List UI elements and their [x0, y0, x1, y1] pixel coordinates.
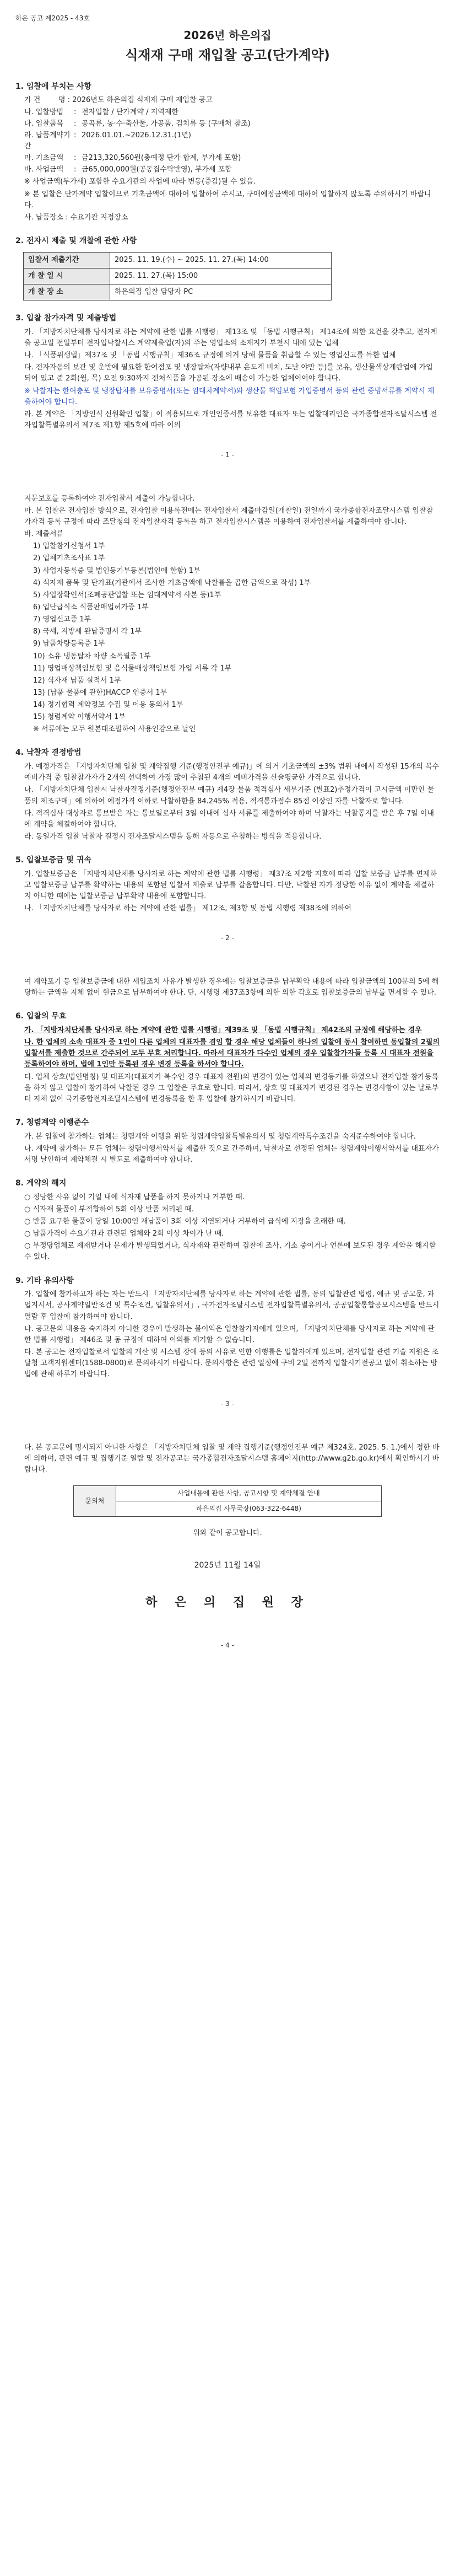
note-text: ※ 사업금액(부가세) 포함한 수요기관의 사업에 따라 변동(증감)될 수 있음.	[24, 178, 256, 186]
contact-table	[73, 1485, 382, 1516]
section-submission	[15, 235, 440, 300]
paragraph: 나. 공고문의 내용을 숙지하지 아니한 경우에 발생하는 불이익은 입찰참가자에게 있으며, 「지방자치단체를 당사자로 하는 계약에 관한 법률 시행령」 제46조 및 동 규정에 대하여 이의를 제기할 수 없습니다.	[24, 1324, 435, 1344]
section-invalid-bids	[15, 1011, 440, 1105]
section-heading: 6. 입찰의 무효	[15, 1012, 67, 1021]
section-bid-items	[15, 81, 440, 223]
list-item: 1) 입찰참가신청서 1부	[33, 542, 105, 551]
page-number: - 3 -	[221, 1400, 234, 1408]
notice-document	[15, 11, 440, 1683]
paragraph: 다. 업체 상호(법인명칭) 및 대표자(대표자가 복수인 경우 대표자 전원)의 변경이 있는 업체의 변경등기를 하였으나 전자입찰 참가등록을 하지 않고 입찰에 참가하여 낙찰된 경우 그 입찰은 무효로 합니다. 따라서, 상호 및 대표자가 변경된 경우는 변경사항이 있는 날로부터 지체 없이 국가종합전자조달시스템에 변경등록을 한 후 입찰에 참가하시기 바랍니다.	[24, 1072, 439, 1103]
paragraph: 나. 계약에 참가하는 모든 업체는 청렴이행서약서를 제출한 것으로 간주하며, 낙찰자로 선정된 업체는 청렴계약이행서약서를 대표자가 서명 날인하여 계약체결 시 별도로 제출하여야 합니다.	[24, 1144, 439, 1164]
paragraph: 가. 입찰보증금은 「지방자치단체를 당사자로 하는 계약에 관한 법률 시행령」 제37조 제2항 지호에 따라 입찰 보증금 납부를 면제하고 입찰보증금 납부를 확약하는 내용의 포함된 입찰서 제출로 납부를 갈음합니다. 다만, 낙찰된 자가 정당한 이유 없이 계약을 체결하지 아니한 때에는 입찰보증금 납부확약 내용에 포함합니다.	[24, 870, 437, 901]
paragraph: 라. 동일가격 입찰 낙찰자 결정시 전자조달시스템을 통해 자동으로 추첨하는 방식을 적용합니다.	[24, 833, 322, 841]
info-row: 다. 입찰품목 : 공곡류, 농·수·축산물, 가공품, 김치류 등 (구매처 참조)	[15, 119, 440, 130]
section-integrity	[15, 1117, 440, 1166]
note-text: ※ 서류에는 모두 원본대조필하여 사용인감으로 날인	[33, 725, 196, 734]
info-row: 나. 입찰방법 : 전자입찰 / 단가계약 / 지역제한	[15, 107, 440, 118]
paragraph: 지문보호를 등록하여야 전자입찰서 제출이 가능합니다.	[24, 494, 195, 503]
info-label: 나. 입찰방법	[24, 108, 64, 116]
paragraph: 나. 「지방자치단체 입찰시 낙찰자결정기준(행정안전부 예규) 제4장 물품 적격심사 세부기준 (별표2)추정가격이 고시금액 미만인 물품의 제조구매」에 의하여 예정가격 이하로 낙찰하한율 84.245% 적용, 적격통과점수 85점 이상인 자를 낙찰자로 합니다.	[24, 786, 435, 806]
info-value: 2026.01.01.~2026.12.31.(1년)	[82, 131, 191, 139]
paragraph: 마. 본 입찰은 전자입찰 방식으로, 전자입찰 이용록전에는 전자입찰서 제출마감일(개찰일) 전일까지 국가종합전자조달시스템 입찰참가자격 등록 규정에 따라 조달청의 전자입찰자격 등록을 하고 전자입찰시스템을 이용하여 전자입찰서를 제출하여야 합니다.	[24, 506, 433, 526]
list-item: 8) 국세, 지방세 완납증명서 각 1부	[33, 627, 142, 636]
section-other-notes	[15, 1275, 440, 1476]
paragraph: 여 계약포기 등 입찰보증금에 대한 세입조치 사유가 발생한 경우에는 입찰보증금을 납부확약 내용에 따라 입찰금액의 100분의 5에 해당하는 금액을 지체 없이 현금으로 납부하여야 한다. 단, 시행령 제37조3항에 의한 의한 각호로 입찰보증금의 납부를 면제할 수 있다.	[24, 978, 439, 997]
list-item: 14) 정기협력 계약정보 수집 및 이용 동의서 1부	[33, 701, 183, 710]
table-cell: 2025. 11. 19.(수) ~ 2025. 11. 27.(목) 14:00	[110, 252, 332, 268]
contact-label: 문의처	[74, 1486, 116, 1516]
info-value: 명 : 2026년도 하은의집 식재재 구매 재입찰 공고	[58, 96, 213, 105]
list-item: 9) 납품차량등록증 1부	[33, 640, 105, 648]
section-heading: 7. 청렴계약 이행준수	[15, 1118, 89, 1127]
list-item: ○ 부정당업체로 제재받거나 문제가 발생되었거나, 식자재와 관련하여 검찰에 조사, 기소 중이거나 언론에 보도된 경우 계약을 해지할 수 있다.	[24, 1242, 436, 1262]
list-item: ○ 정당한 사유 없이 기일 내에 식자재 납품을 하지 못하거나 거부한 때.	[24, 1193, 245, 1201]
section-heading: 4. 낙찰자 결정방법	[15, 748, 82, 758]
table-row	[24, 268, 332, 284]
list-item: 7) 영업신고증 1부	[33, 615, 91, 624]
list-item: 10) 소유 냉동탑차 차량 소독필증 1부	[33, 652, 151, 661]
page-title-line1: 2026년 하은의집	[183, 28, 272, 42]
info-value: 금213,320,560원(총예정 단가 합계, 부가세 포함)	[82, 154, 241, 163]
info-label: 마. 기초금액	[24, 154, 64, 163]
issuer-name: 하 은 의 집 원 장	[145, 1596, 310, 1610]
list-item: 2) 업체기초조사표 1부	[33, 554, 105, 563]
list-item: 3) 사업자등록증 및 법인등기부등본(법인에 한함) 1부	[33, 566, 201, 575]
page-number: - 4 -	[221, 1641, 234, 1649]
section-eligibility	[15, 313, 440, 735]
table-cell: 2025. 11. 27.(목) 15:00	[110, 268, 332, 284]
section-award-method	[15, 747, 440, 842]
list-item: 12) 식자재 납품 실적서 1부	[33, 676, 121, 685]
page-number: - 1 -	[221, 451, 234, 459]
note-text: 사. 납품장소 : 수요기관 지정장소	[24, 213, 128, 222]
paragraph: 가. 예정가격은 「지방자치단체 입찰 및 계약집행 기준(행정안전부 예규)」에 의거 기초금액의 ±3% 범위 내에서 작성된 15개의 복수예비가격 중 입찰참가자가 2개씩 선택하여 가장 많이 추첨된 4개의 예비가격을 산술평균한 가격으로 합니다.	[24, 763, 440, 782]
paragraph: 다. 전자자동의 보관 및 운반에 필요한 한여점포 및 냉장탑차(자량내부 온도계 비치, 도난 야만 등)를 보유, 생산물색상계란업에 가입되어 있고 준 2회(월, 목) 오전 9:30까지 전처식품을 가공된 장소에 배송이 가능한 업체이어야 합니다.	[24, 363, 433, 383]
paragraph: 다. 본 공고는 전자입찰로서 입찰의 개산 및 시스템 장애 등의 사유로 인한 이행률은 입찰자에게 있으며, 전자입찰 관련 기술 지원은 조달청 고객지원센터(1588-0800)로 문의하시기 바랍니다. 문의사항은 관련 일정에 구비 2일 전까지 입찰시기전공고 없이 취소하는 방법에 관해 하루기 바랍니다.	[24, 1348, 439, 1379]
paragraph: 라. 본 계약은 「지방인식 신원확인 입찰」이 적용되므로 개인인증서를 보유한 대표자 또는 입찰대리인은 국가종합전자조달시스템 전자입찰특별유의서 제7조 제1항 제5호에 따라 이의	[24, 410, 437, 430]
paragraph: 가. 「지방자치단체를 당사자로 하는 계약에 관한 법률 시행령」 제13조 및 「동법 시행규칙」 제14조에 의한 요건을 갖추고, 전자계출 공고일 전일부터 전자입낙찰시스 계약제출업(자)의 주는 영업소의 소재지가 부천시 내에 있는 업체	[24, 328, 437, 347]
contact-line: 하은의집 사무국장(063-322-6448)	[116, 1501, 382, 1517]
page-number: - 2 -	[221, 934, 234, 942]
closing-statement: 위와 같이 공고합니다.	[193, 1528, 262, 1537]
paragraph: 나. 「식품위생법」제37조 및 「동법 시행규칙」제36조 규정에 의거 당해 물품을 취급할 수 있는 영업신고를 득한 업체	[24, 351, 396, 360]
list-item: 6) 업단급식소 식품판매업허가증 1부	[33, 603, 149, 611]
section-heading: 8. 계약의 해지	[15, 1179, 67, 1188]
table-row	[74, 1501, 382, 1517]
list-item: 4) 식자재 품목 및 단가표(기관에서 조사한 기초금액에 낙찰률을 곱한 금액으로 작성) 1부	[33, 578, 311, 587]
section-heading: 2. 전자시 제출 및 개찰에 관한 사항	[15, 237, 137, 246]
info-value: 금65,000,000원(공동집수탁반영), 부가세 포함	[82, 165, 232, 174]
section-heading: 1. 입찰에 부치는 사항	[15, 82, 91, 91]
section-termination	[15, 1178, 440, 1263]
table-row	[24, 284, 332, 300]
info-label: 가 건	[24, 96, 41, 105]
info-label: 다. 입찰품목	[24, 119, 64, 128]
table-cell: 하은의집 입찰 담당자 PC	[110, 284, 332, 300]
paragraph: 나. 「지방자치단체를 당사자로 하는 계약에 관한 법률」 제12조, 제3항 및 동법 시행령 제38조에 의하여	[24, 904, 351, 913]
notice-date: 2025년 11월 14일	[194, 1560, 261, 1570]
info-value: 전자입찰 / 단가계약 / 지역제한	[82, 108, 178, 116]
info-label: 라. 납품계약기간	[24, 131, 71, 151]
table-header-cell: 입찰서 제출기간	[24, 252, 110, 268]
note-text: ※ 본 입찰은 단가계약 입찰이므로 기초금액에 대하여 입찰하여 주시고, 구매예정금액에 대하여 입찰하지 않도록 주의하시기 바랍니다.	[24, 190, 431, 210]
paragraph: 가. 「지방자치단체를 당사자로 하는 계약에 관한 법률 시행령」제39조 및 「동법 시행규칙」 제42조의 규정에 해당하는 경우	[24, 1026, 422, 1034]
page-title-line2: 식재재 구매 재입찰 공고(단가계약)	[125, 47, 330, 63]
paragraph: 나. 한 업체의 소속 대표자 중 1인이 다른 업체의 대표자를 겸임 할 경우 해당 업체들이 하나의 입찰에 동시 참여하면 동입찰의 2필의 입찰서를 제출한 것으로 간주되어 모두 무효 처리합니다. 따라서 대표자가 다수인 업체의 경우 입찰참가자들 등록 시 대표자 전원을 등록하여야 하며, 법에 1인만 등록된 경우 변경 등록을 하셔야 합니다.	[24, 1038, 440, 1069]
list-item: 15) 청렴계약 이행서약서 1부	[33, 713, 126, 722]
list-item: ○ 반품 요구한 물품이 당일 10:00인 재납품이 3회 이상 지연되거나 거부하여 급식에 지장을 초래한 때.	[24, 1217, 346, 1226]
info-row: 라. 납품계약기간 : 2026.01.01.~2026.12.31.(1년)	[15, 130, 440, 152]
info-row: 마. 기초금액 : 금213,320,560원(총예정 단가 합계, 부가세 포함)	[15, 153, 440, 164]
list-item: ○ 납품가격이 수요기관과 관련된 업체와 2회 이상 차이가 난 때.	[24, 1230, 224, 1238]
list-item: 11) 영업배상책임보험 및 음식물배상책임보험 가입 서류 각 1부	[33, 664, 232, 673]
list-item: ○ 식자재 물품이 부적합하여 5회 이상 반품 처리된 때.	[24, 1205, 194, 1214]
contact-line: 사업내용에 관한 사항, 공고시항 및 계약체결 안내	[116, 1486, 382, 1501]
highlight-note: ※ 낙찰자는 한여충포 및 냉장탑차를 보유증명서(또는 임대차계약서)와 생산물 책임보험 가입증명서 등의 관련 증빙서류를 계약시 제출하여야 합니다.	[24, 387, 435, 406]
section-heading: 9. 기타 유의사항	[15, 1276, 74, 1285]
schedule-table	[23, 252, 332, 300]
table-header-cell: 개 찰 장 소	[24, 284, 110, 300]
paragraph: 다. 본 공고문에 명시되지 아니한 사항은 「지방자치단체 입찰 및 계약 집행기준(행정안전부 예규 제324호, 2025. 5. 1.)에서 정한 바에 의하며, 관련 예규 및 집행기준 열람 및 전자공고는 국가종합전자조달시스템 홈페이지(http://www.g2b.go.kr)에서 확인하시기 바랍니다.	[24, 1443, 440, 1474]
notice-number: 하은 공고 제2025 - 43호	[15, 14, 90, 22]
paragraph: 다. 적격심사 대상자로 통보받은 자는 통보일로부터 3일 이내에 심사 서류를 제출하여야 하며 낙찰자는 낙찰통지를 받은 후 7일 이내에 계약을 체결하여야 합니다.	[24, 809, 434, 829]
table-row	[24, 252, 332, 268]
table-header-cell: 개 찰 일 시	[24, 268, 110, 284]
info-row	[15, 95, 440, 106]
list-item: 13) (납품 물품에 관한)HACCP 인증서 1부	[33, 688, 167, 697]
info-label: 바. 사업금액	[24, 165, 64, 174]
paragraph: 바. 제출서류	[24, 530, 64, 539]
info-row: 바. 사업금액 : 금65,000,000원(공동집수탁반영), 부가세 포함	[15, 164, 440, 175]
paragraph: 가. 본 입찰에 참가하는 업체는 청렴계약 이행을 위한 청렴계약입찰특별유의서 및 청렴계약특수조건을 숙지준수하여야 합니다.	[24, 1132, 416, 1141]
section-bid-bond	[15, 855, 440, 999]
paragraph: 가. 입찰에 참가하고자 하는 자는 반드시 「지방자치단체를 당사자로 하는 계약에 관한 법률, 동의 입찰관련 법령, 예규 및 공고문, 과업지시서, 공사계약일반조건 및 특수조건, 입찰유의서」, 국가전자조달시스템 전자입찰특별유의서, 공공입찰통합공모시스템을 반드시 열람 후 입찰에 참가하여야 합니다.	[24, 1290, 440, 1321]
table-row	[74, 1486, 382, 1501]
section-heading: 3. 입찰 참가자격 및 제출방법	[15, 314, 117, 323]
section-heading: 5. 입찰보증금 및 귀속	[15, 856, 91, 865]
list-item: 5) 사업장확인서(조폐공판입찰 또는 임대계약서 사본 등)1부	[33, 591, 221, 599]
info-value: 공곡류, 농·수·축산물, 가공품, 김치류 등 (구매처 참조)	[82, 119, 251, 128]
